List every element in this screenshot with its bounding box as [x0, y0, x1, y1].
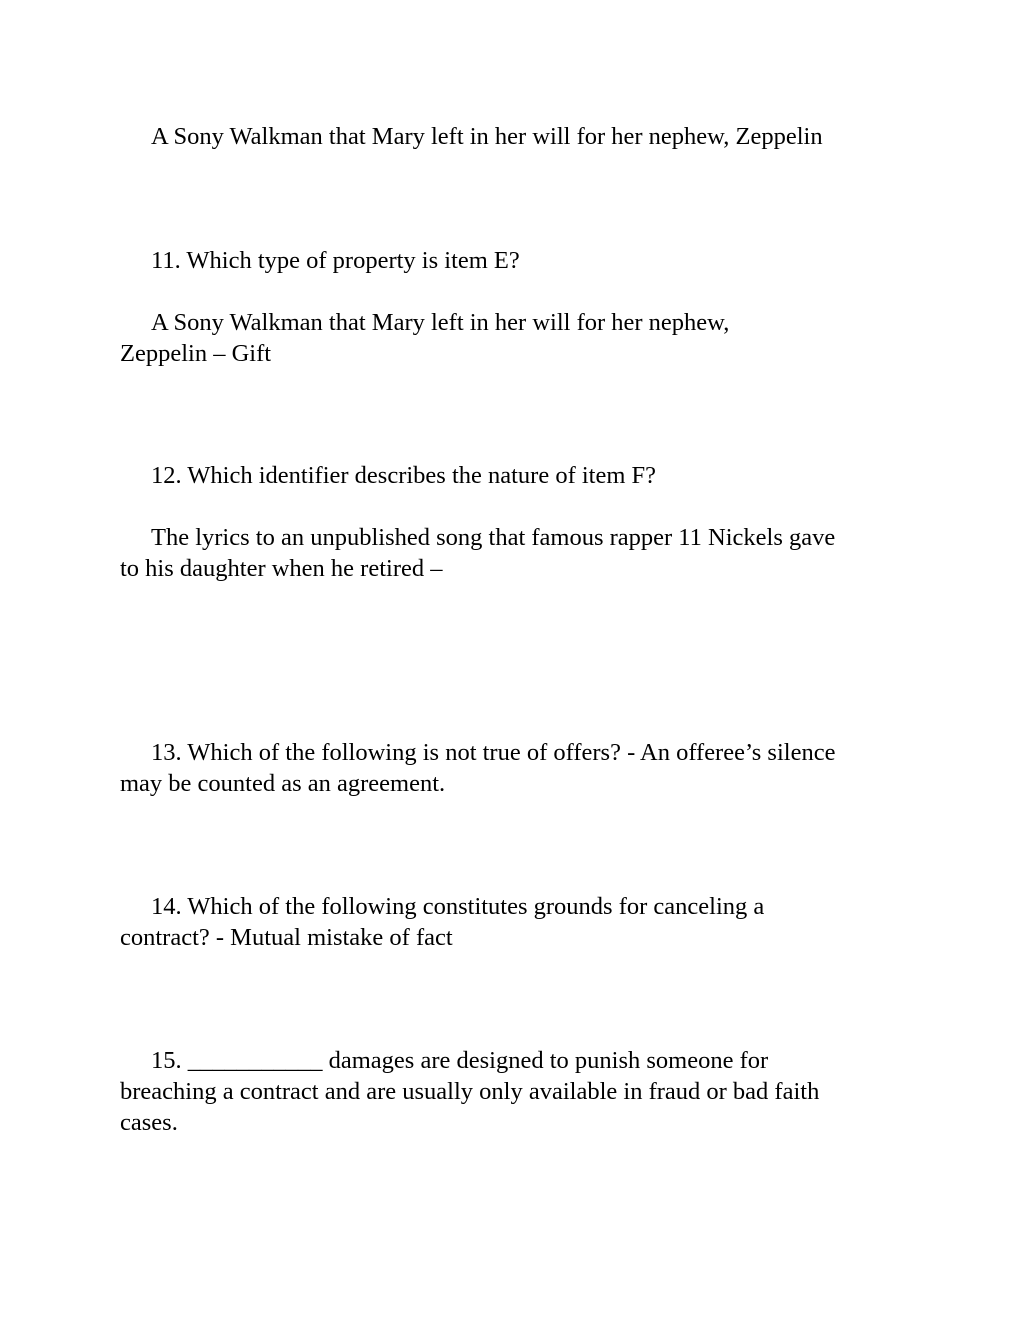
question-14: [120, 891, 920, 953]
text-line: to his daughter when he retired –: [120, 555, 443, 582]
question-15: [120, 1045, 920, 1138]
answer-11: [120, 307, 920, 369]
question-12: [120, 460, 920, 491]
question-11: [120, 245, 920, 276]
question-13: [120, 737, 920, 799]
text-line: 11. Which type of property is item E?: [151, 247, 520, 274]
answer-12: [120, 522, 920, 584]
text-line: 12. Which identifier describes the nature of item F?: [151, 462, 657, 489]
text-line: cases.: [120, 1109, 178, 1136]
text-line: The lyrics to an unpublished song that famous rapper 11 Nickels gave: [151, 524, 836, 551]
text-line: 13. Which of the following is not true of offers? - An offeree’s silence: [151, 739, 836, 766]
text-line: 15. ___________ damages are designed to punish someone for: [151, 1047, 769, 1074]
text-line: breaching a contract and are usually only available in fraud or bad faith: [120, 1078, 820, 1105]
text-line: A Sony Walkman that Mary left in her will for her nephew, Zeppelin: [151, 123, 823, 150]
paragraph-walkman-item: [120, 121, 920, 152]
text-line: A Sony Walkman that Mary left in her will for her nephew,: [151, 309, 730, 336]
text-line: Zeppelin – Gift: [120, 340, 272, 367]
text-line: may be counted as an agreement.: [120, 770, 446, 797]
text-line: contract? - Mutual mistake of fact: [120, 924, 453, 951]
text-line: 14. Which of the following constitutes grounds for canceling a: [151, 893, 765, 920]
